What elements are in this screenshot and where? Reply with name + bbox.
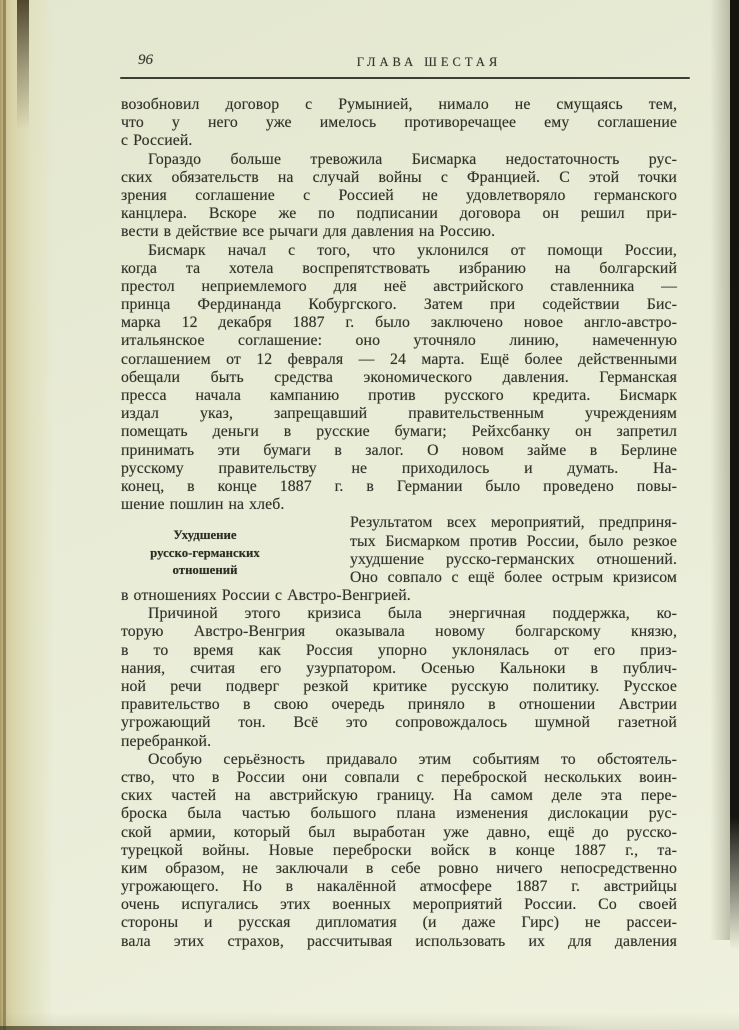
text-line: тых Бисмарком против России, было резкое — [350, 532, 677, 550]
text-line: ской армии, который был выработан уже давно, ещё до русско- — [121, 823, 677, 841]
text-line: стороны и русская дипломатия (и даже Гирс) не рассеи- — [121, 914, 677, 932]
text-line: Причиной этого кризиса была энергичная поддержка, ко- — [148, 605, 677, 623]
binding-crease-line — [3, 0, 6, 1030]
text-line: итальянское соглашение: оно уточняло линию, намеченную — [121, 332, 677, 350]
binding-top-shadow — [17, 0, 29, 130]
text-line: зрения соглашение с Россией не удовлетворяло германского — [121, 186, 677, 204]
text-line: угрожающий тон. Всё это сопровождалось шумной газетной — [121, 714, 677, 732]
text-line: принца Фердинанда Кобургского. Затем при содействии Бис- — [121, 296, 677, 314]
text-line: Результатом всех мероприятий, предприня- — [350, 514, 677, 532]
text-line: турецкой войны. Новые переброски войск в конце 1887 г., та- — [121, 841, 677, 859]
text-line: русскому правительству не приходилось и думать. На- — [121, 459, 677, 477]
scan-dark-right-edge — [730, 0, 739, 950]
text-line: издал указ, запрещавший правительственным учреждениям — [121, 405, 677, 423]
text-line: соглашением от 12 февраля — 24 марта. Ещё более действенными — [121, 350, 677, 368]
text-line: марка 12 декабря 1887 г. было заключено новое англо-австро- — [121, 314, 677, 332]
text-line: в то время как Россия упорно уклонялась от его приз- — [121, 641, 677, 659]
margin-note-line: отношений — [172, 563, 238, 578]
text-line: нания, считая его узурпатором. Осенью Кальноки в публич- — [121, 659, 677, 677]
text-line: ских частей на австрийскую границу. На самом деле эта пере- — [121, 787, 677, 805]
text-line: престол неприемлемого для неё австрийского ставленника — — [121, 277, 677, 295]
text-line: очень испугались этих военных мероприятий России. Со своей — [121, 896, 677, 914]
text-line: шение пошлин на хлеб. — [121, 496, 285, 514]
page-number: 96 — [138, 52, 153, 68]
text-line: ким образом, не заключали в себе ровно ничего непосредственно — [121, 859, 677, 877]
right-edge-shadow — [710, 0, 730, 940]
header-rule — [120, 77, 690, 79]
body-text — [121, 96, 677, 951]
text-line: перебранкой. — [121, 732, 212, 750]
text-line: помещать деньги в русские бумаги; Рейхсбанку он запретил — [121, 423, 677, 441]
text-line: угрожающего. Но в накалённой атмосфере 1887 г. австрийцы — [121, 878, 677, 896]
text-line: когда та хотела воспрепятствовать избранию на болгарский — [121, 259, 677, 277]
text-line: Оно совпало с ещё более острым кризисом — [350, 568, 677, 586]
text-line: возобновил договор с Румынией, нимало не смущаясь тем, — [121, 96, 677, 113]
text-line: с Россией. — [121, 132, 193, 150]
margin-note-line: Ухудшение — [173, 528, 237, 542]
text-line: ство, что в России они совпали с переброской нескольких воин- — [121, 768, 677, 786]
text-line: что у него уже имелось противоречащее ему соглашение — [121, 114, 677, 132]
text-line: конец, в конце 1887 г. в Германии было проведено повы- — [121, 477, 677, 495]
scan-dark-bottom-edge — [0, 1026, 600, 1030]
text-line: вала этих страхов, рассчитывая использовать их для давления — [121, 932, 677, 950]
text-line: броска была частью большого плана изменения дислокации рус- — [121, 805, 677, 823]
text-line: правительство в свою очередь приняло в отношении Австрии — [121, 696, 677, 714]
chapter-heading: ГЛАВА ШЕСТАЯ — [356, 55, 502, 69]
text-line: ухудшение русско-германских отношений. — [350, 550, 677, 568]
text-line: обещали быть средства экономического давления. Германская — [121, 368, 677, 386]
text-line: вести в действие все рычаги для давления на Россию. — [121, 223, 496, 241]
margin-note-line: русско-германских — [150, 545, 260, 560]
margin-note — [100, 527, 310, 580]
text-line: ских обязательств на случай войны с Францией. С этой точки — [121, 168, 677, 186]
text-line: принимать эти бумаги в залог. О новом займе в Берлине — [121, 441, 677, 459]
text-line: в отношениях России с Австро-Венгрией. — [121, 587, 411, 605]
text-line: пресса начала кампанию против русского кредита. Бисмарк — [121, 387, 677, 404]
text-line: канцлера. Вскоре же по подписании договора он решил при- — [121, 205, 677, 223]
text-line: ной речи подверг резкой критике русскую политику. Русское — [121, 678, 677, 695]
text-line: Особую серьёзность придавало этим событиям то обстоятель- — [148, 750, 677, 768]
book-binding-edge — [0, 0, 54, 1030]
text-line: Бисмарк начал с того, что уклонился от помощи России, — [148, 241, 677, 259]
text-line: торую Австро-Венгрия оказывала новому болгарскому князю, — [121, 623, 677, 641]
text-line: Гораздо больше тревожила Бисмарка недостаточность рус- — [148, 150, 677, 168]
